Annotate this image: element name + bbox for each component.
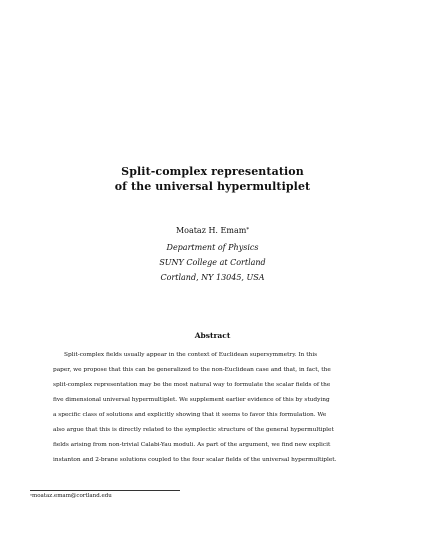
abstract-line: Split-complex fields usually appear in the context of Euclidean supersymmetry. In this	[64, 352, 318, 358]
affiliation-institution: SUNY College at Cortland	[159, 258, 266, 267]
abstract-line: a specific class of solutions and explicitly showing that it seems to favor this formulation. We	[53, 412, 327, 418]
abstract-line: paper, we propose that this can be generalized to the non-Euclidean case and that, in fact, the	[53, 367, 331, 373]
footnote-email: moataz.emam@cortland.edu	[32, 493, 112, 499]
paper-title-line-2: of the universal hypermultiplet	[114, 180, 311, 193]
author-line	[0, 226, 425, 236]
affiliation-location: Cortland, NY 13045, USA	[160, 273, 265, 282]
abstract-line: five dimensional universal hypermultiplet. We supplement earlier evidence of this by studying	[53, 397, 330, 403]
footnote	[30, 492, 112, 500]
footnote-divider	[30, 490, 180, 491]
affiliation-department: Department of Physics	[166, 243, 259, 252]
abstract-line: instanton and 2-brane solutions coupled to the four scalar fields of the universal hypermultiplet.	[53, 457, 337, 463]
author-footnote-marker: *	[246, 227, 250, 233]
author-name: Moataz H. Emam	[175, 226, 247, 235]
abstract-heading: Abstract	[194, 331, 231, 340]
paper-title-line-1: Split-complex representation	[121, 165, 304, 178]
abstract-line: split-complex representation may be the most natural way to formulate the scalar fields of the	[53, 382, 331, 388]
abstract-line: also argue that this is directly related to the symplectic structure of the general hypermultiplet	[53, 427, 334, 433]
footnote-marker: *	[30, 493, 32, 498]
abstract-line: fields arising from non-trivial Calabi-Yau moduli. As part of the argument, we find new explicit	[53, 442, 331, 448]
